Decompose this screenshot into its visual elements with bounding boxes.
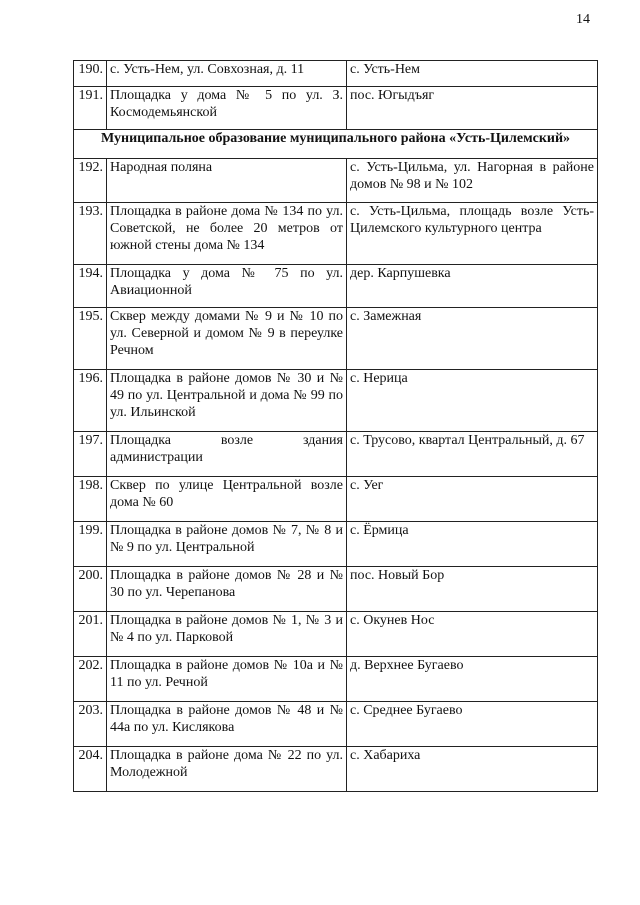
row-number: 201. [74, 612, 107, 657]
table-row [74, 567, 598, 612]
row-address: Площадка в районе домов № 48 и № 44а по ул. Кислякова [107, 702, 347, 747]
row-locality: пос. Югыдъяг [347, 87, 598, 130]
table-row [74, 265, 598, 308]
row-locality: с. Хабариха [347, 747, 598, 792]
row-number: 200. [74, 567, 107, 612]
row-address: Сквер между домами № 9 и № 10 по ул. Северной и домом № 9 в переулке Речном [107, 308, 347, 370]
row-locality: с. Окунев Нос [347, 612, 598, 657]
table-row [74, 308, 598, 370]
row-address: Площадка в районе домов № 10а и № 11 по ул. Речной [107, 657, 347, 702]
table-row [74, 612, 598, 657]
table-row [74, 522, 598, 567]
row-address: Площадка в районе домов № 28 и № 30 по ул. Черепанова [107, 567, 347, 612]
row-address: Площадка у дома № 5 по ул. З. Космодемьянской [107, 87, 347, 130]
section-heading: Муниципальное образование муниципального района «Усть-Цилемский» [74, 130, 598, 159]
places-table [73, 60, 598, 792]
row-locality: с. Уег [347, 477, 598, 522]
row-locality: с. Усть-Цильма, площадь возле Усть-Цилемского культурного центра [347, 203, 598, 265]
row-address: Площадка возле здания администрации [107, 432, 347, 477]
row-number: 203. [74, 702, 107, 747]
section-body [74, 130, 598, 159]
row-number: 193. [74, 203, 107, 265]
row-locality: с. Среднее Бугаево [347, 702, 598, 747]
row-address: Площадка в районе домов № 30 и № 49 по ул. Центральной и дома № 99 по ул. Ильинской [107, 370, 347, 432]
row-number: 197. [74, 432, 107, 477]
table-row [74, 61, 598, 87]
row-number: 195. [74, 308, 107, 370]
row-locality: с. Усть-Нем [347, 61, 598, 87]
table-body-after [74, 159, 598, 792]
page-number: 14 [576, 12, 590, 27]
table-row [74, 477, 598, 522]
table-row [74, 370, 598, 432]
row-address: Площадка в районе дома № 22 по ул. Молодежной [107, 747, 347, 792]
row-number: 202. [74, 657, 107, 702]
table-row [74, 702, 598, 747]
row-address: Площадка в районе домов № 1, № 3 и № 4 по ул. Парковой [107, 612, 347, 657]
row-address: Сквер по улице Центральной возле дома № 60 [107, 477, 347, 522]
row-locality: д. Верхнее Бугаево [347, 657, 598, 702]
table-row [74, 203, 598, 265]
row-locality: дер. Карпушевка [347, 265, 598, 308]
row-address: Народная поляна [107, 159, 347, 203]
table-row [74, 657, 598, 702]
row-number: 198. [74, 477, 107, 522]
row-locality: пос. Новый Бор [347, 567, 598, 612]
row-locality: с. Замежная [347, 308, 598, 370]
row-locality: с. Нерица [347, 370, 598, 432]
row-number: 190. [74, 61, 107, 87]
table-row [74, 87, 598, 130]
table-row [74, 159, 598, 203]
row-address: с. Усть-Нем, ул. Совхозная, д. 11 [107, 61, 347, 87]
row-locality: с. Усть-Цильма, ул. Нагорная в районе домов № 98 и № 102 [347, 159, 598, 203]
section-row [74, 130, 598, 159]
table-row [74, 432, 598, 477]
row-number: 191. [74, 87, 107, 130]
row-locality: с. Трусово, квартал Центральный, д. 67 [347, 432, 598, 477]
row-address: Площадка в районе домов № 7, № 8 и № 9 по ул. Центральной [107, 522, 347, 567]
row-address: Площадка в районе дома № 134 по ул. Советской, не более 20 метров от южной стены дома № 134 [107, 203, 347, 265]
row-address: Площадка у дома № 75 по ул. Авиационной [107, 265, 347, 308]
row-number: 194. [74, 265, 107, 308]
table-body-before [74, 61, 598, 130]
row-number: 204. [74, 747, 107, 792]
row-number: 192. [74, 159, 107, 203]
row-number: 199. [74, 522, 107, 567]
table-row [74, 747, 598, 792]
row-locality: с. Ёрмица [347, 522, 598, 567]
row-number: 196. [74, 370, 107, 432]
